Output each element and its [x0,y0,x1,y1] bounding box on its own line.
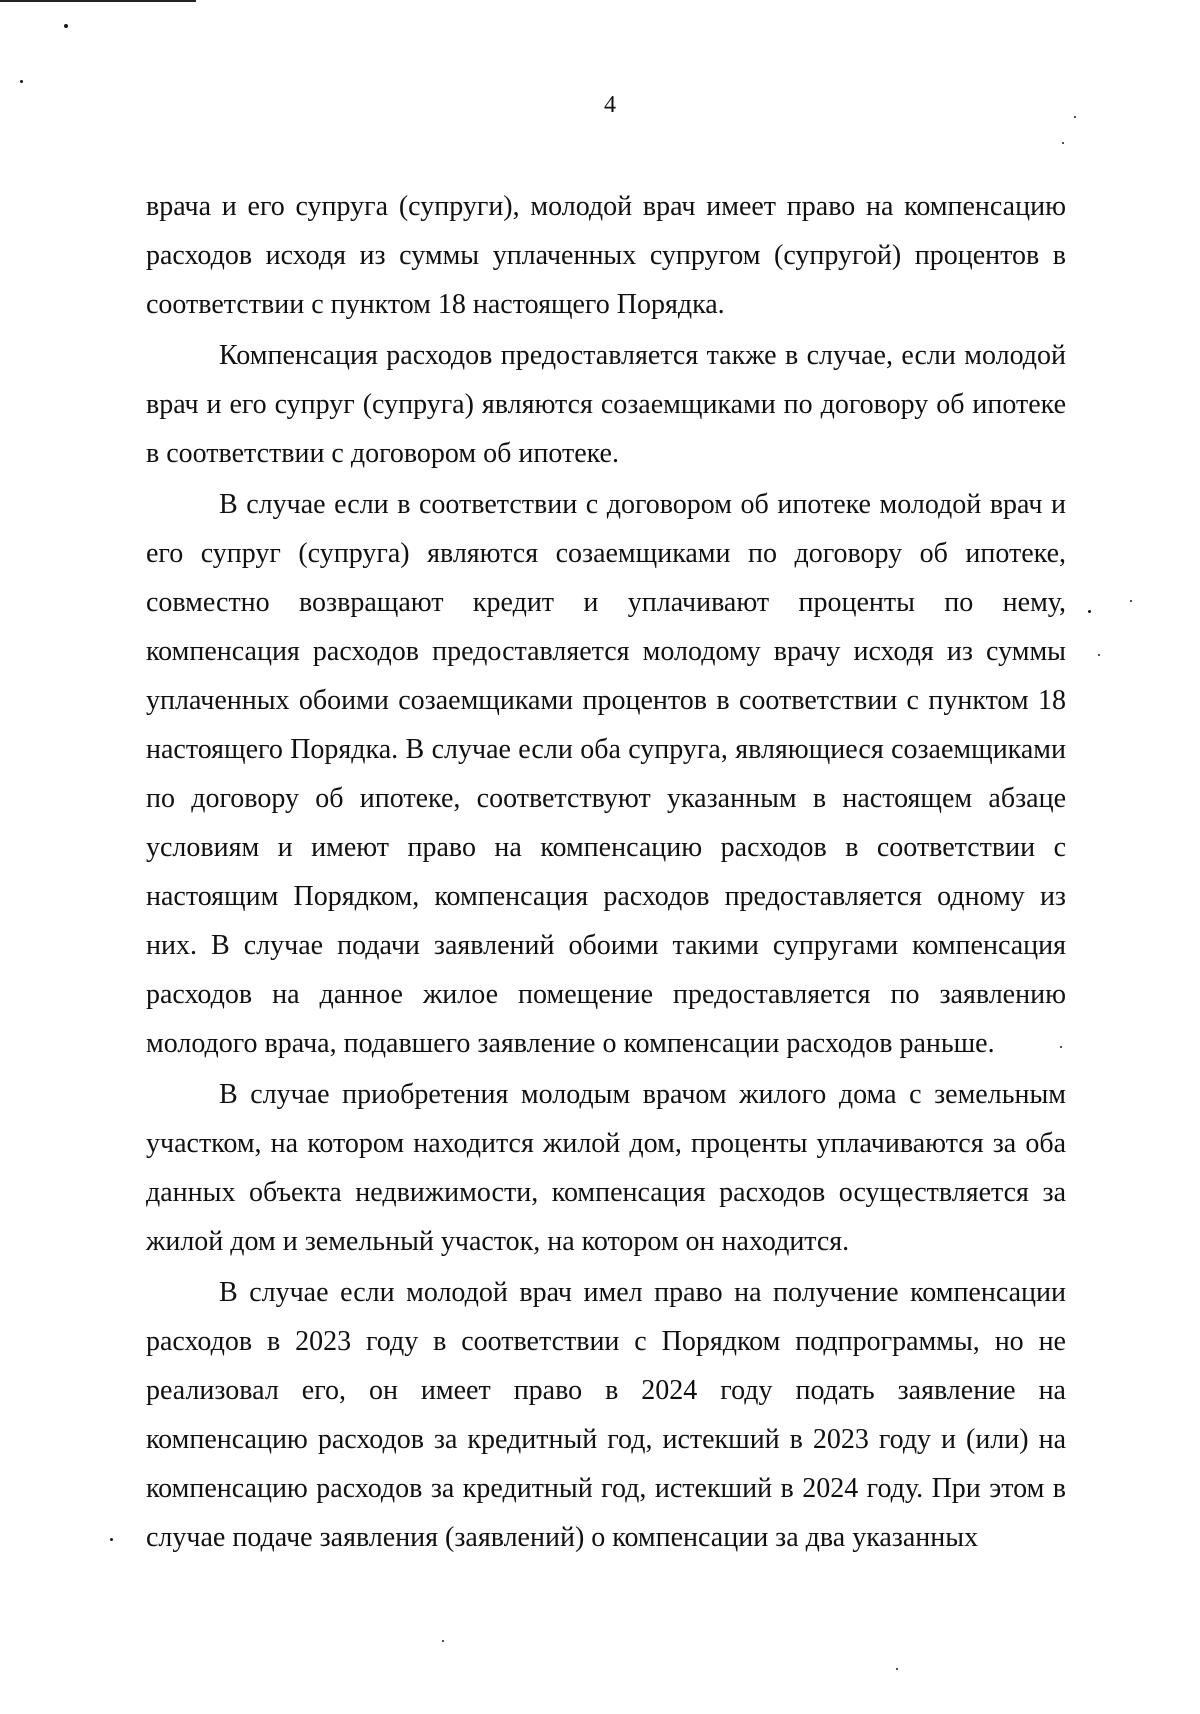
scan-top-rule [0,0,196,2]
scan-speck [20,80,23,83]
scan-speck [442,1640,444,1642]
scan-speck [1062,142,1064,144]
scan-speck [110,1538,113,1541]
paragraph: В случае если в соответствии с договором об ипотеке молодой врач и его супруг (супруга) являются созаемщиками по договору об ипотеке, совместно возвращают кредит и уплачивают проценты по нему, компенсация расходов предоставляется молодому врачу исходя из суммы уплаченных обоими созаемщиками процентов в соответствии с пунктом 18 настоящего Порядка. В случае если оба супруга, являющиеся созаемщиками по договору об ипотеке, соответствуют указанным в настоящем абзаце условиям и имеют право на компенсацию расходов в соответствии с настоящим Порядком, компенсация расходов предоставляется одному из них. В случае подачи заявлений обоими такими супругами компенсация расходов на данное жилое помещение предоставляется по заявлению молодого врача, подавшего заявление о компенсации расходов раньше. [146,489,1066,1059]
scan-speck [1088,610,1091,613]
scan-speck [64,24,68,28]
scan-speck [1130,600,1132,602]
scan-speck [1098,654,1100,656]
paragraph: В случае если молодой врач имел право на получение компенсации расходов в 2023 году в соответствии с Порядком подпрограммы, но не реализовал его, он имеет право в 2024 году подать заявление на компенсацию расходов за кредитный год, истекший в 2023 году и (или) на компенсацию расходов за кредитный год, истекший в 2024 году. При этом в случае подаче заявления (заявлений) о компенсации за два указанных [146,1277,1066,1553]
paragraph: врача и его супруга (супруги), молодой врач имеет право на компенсацию расходов исходя из суммы уплаченных супругом (супругой) процентов в соответствии с пунктом 18 настоящего Порядка. [146,191,1066,320]
paragraph: В случае приобретения молодым врачом жилого дома с земельным участком, на котором находится жилой дом, проценты уплачиваются за оба данных объекта недвижимости, компенсация расходов осуществляется за жилой дом и земельный участок, на котором он находится. [146,1079,1066,1257]
page-number: 4 [604,92,616,118]
scan-speck [896,1668,898,1670]
document-body [146,182,1066,1564]
paragraph: Компенсация расходов предоставляется также в случае, если молодой врач и его супруг (супруга) являются созаемщиками по договору об ипотеке в соответствии с договором об ипотеке. [146,340,1066,469]
